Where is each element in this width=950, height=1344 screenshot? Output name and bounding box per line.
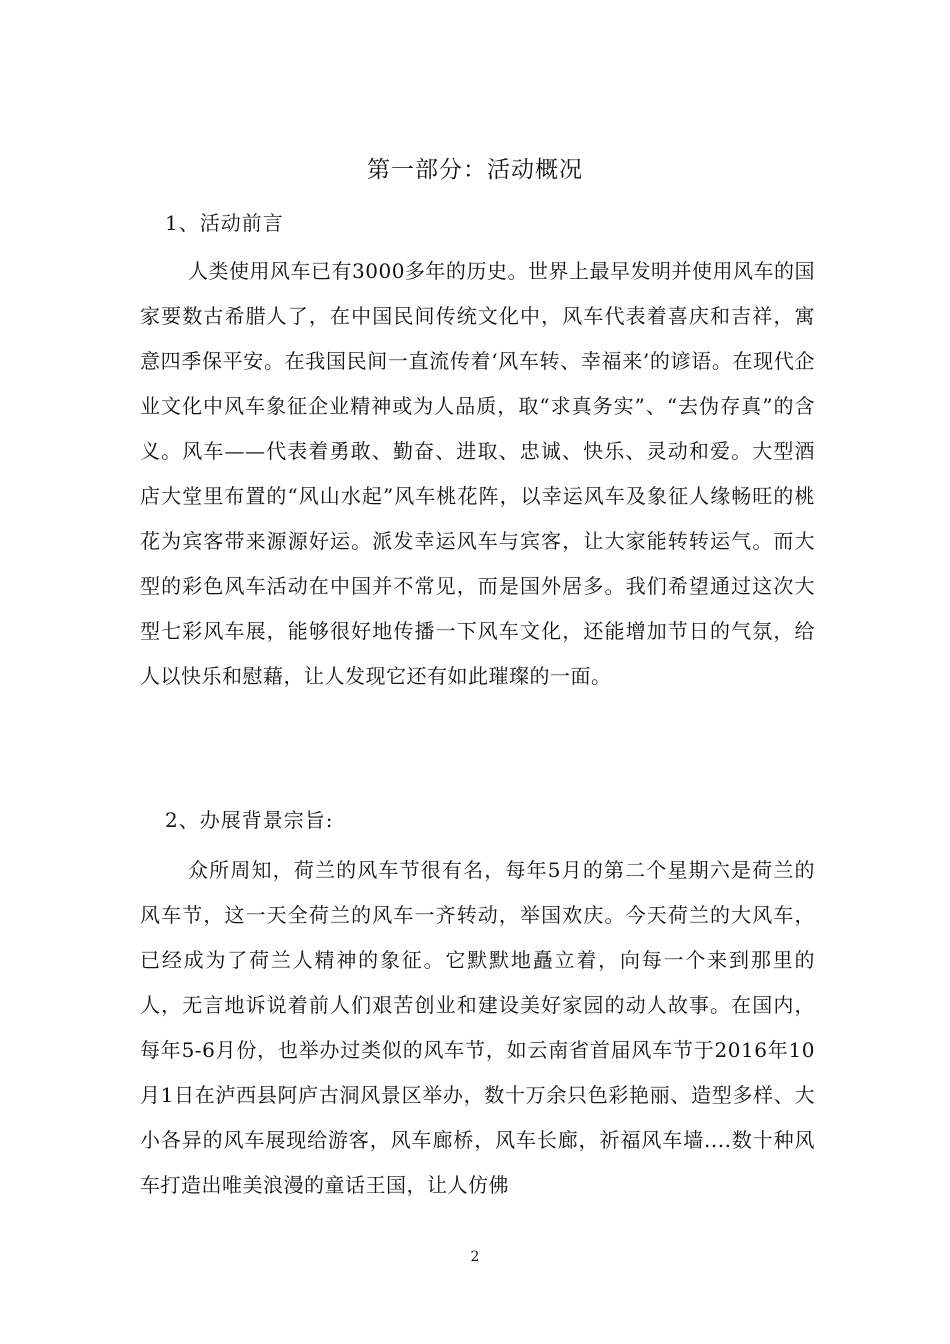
section-heading-preface: 1、活动前言: [165, 211, 284, 235]
section-paragraph-preface: 人类使用风车已有3000多年的历史。世界上最早发明并使用风车的国家要数古希腊人了，在中国民间传统文化中，风车代表着喜庆和吉祥，寓意四季保平安。在我国民间一直流传着‘风车转、幸福来’的谚语。在现代企业文化中风车象征企业精神或为人品质，取“求真务实”、“去伪存真”的含义。风车——代表着勇敢、勤奋、进取、忠诚、快乐、灵动和爱。大型酒店大堂里布置的“风山水起”风车桃花阵，以幸运风车及象征人缘畅旺的桃花为宾客带来源源好运。派发幸运风车与宾客，让大家能转转运气。而大型的彩色风车活动在中国并不常见，而是国外居多。我们希望通过这次大型七彩风车展，能够很好地传播一下风车文化，还能增加节日的气氛，给人以快乐和慰藉，让人发现它还有如此璀璨的一面。: [140, 259, 815, 688]
page-title: 第一部分：活动概况: [367, 157, 583, 183]
page-number: 2: [470, 1249, 480, 1265]
section-heading-background: 2、办展背景宗旨:: [165, 808, 334, 832]
section-paragraph-background: 众所周知，荷兰的风车节很有名，每年5月的第二个星期六是荷兰的风车节，这一天全荷兰的风车一齐转动，举国欢庆。今天荷兰的大风车，已经成为了荷兰人精神的象征。它默默地矗立着，向每一个来到那里的人，无言地诉说着前人们艰苦创业和建设美好家园的动人故事。在国内，每年5-6月份，也举办过类似的风车节，如云南省首届风车节于2016年10月1日在泸西县阿庐古洞风景区举办，数十万余只色彩艳丽、造型多样、大小各异的风车展现给游客，风车廊桥，风车长廊，祈福风车墙....数十种风车打造出唯美浪漫的童话王国，让人仿佛: [140, 858, 815, 1197]
